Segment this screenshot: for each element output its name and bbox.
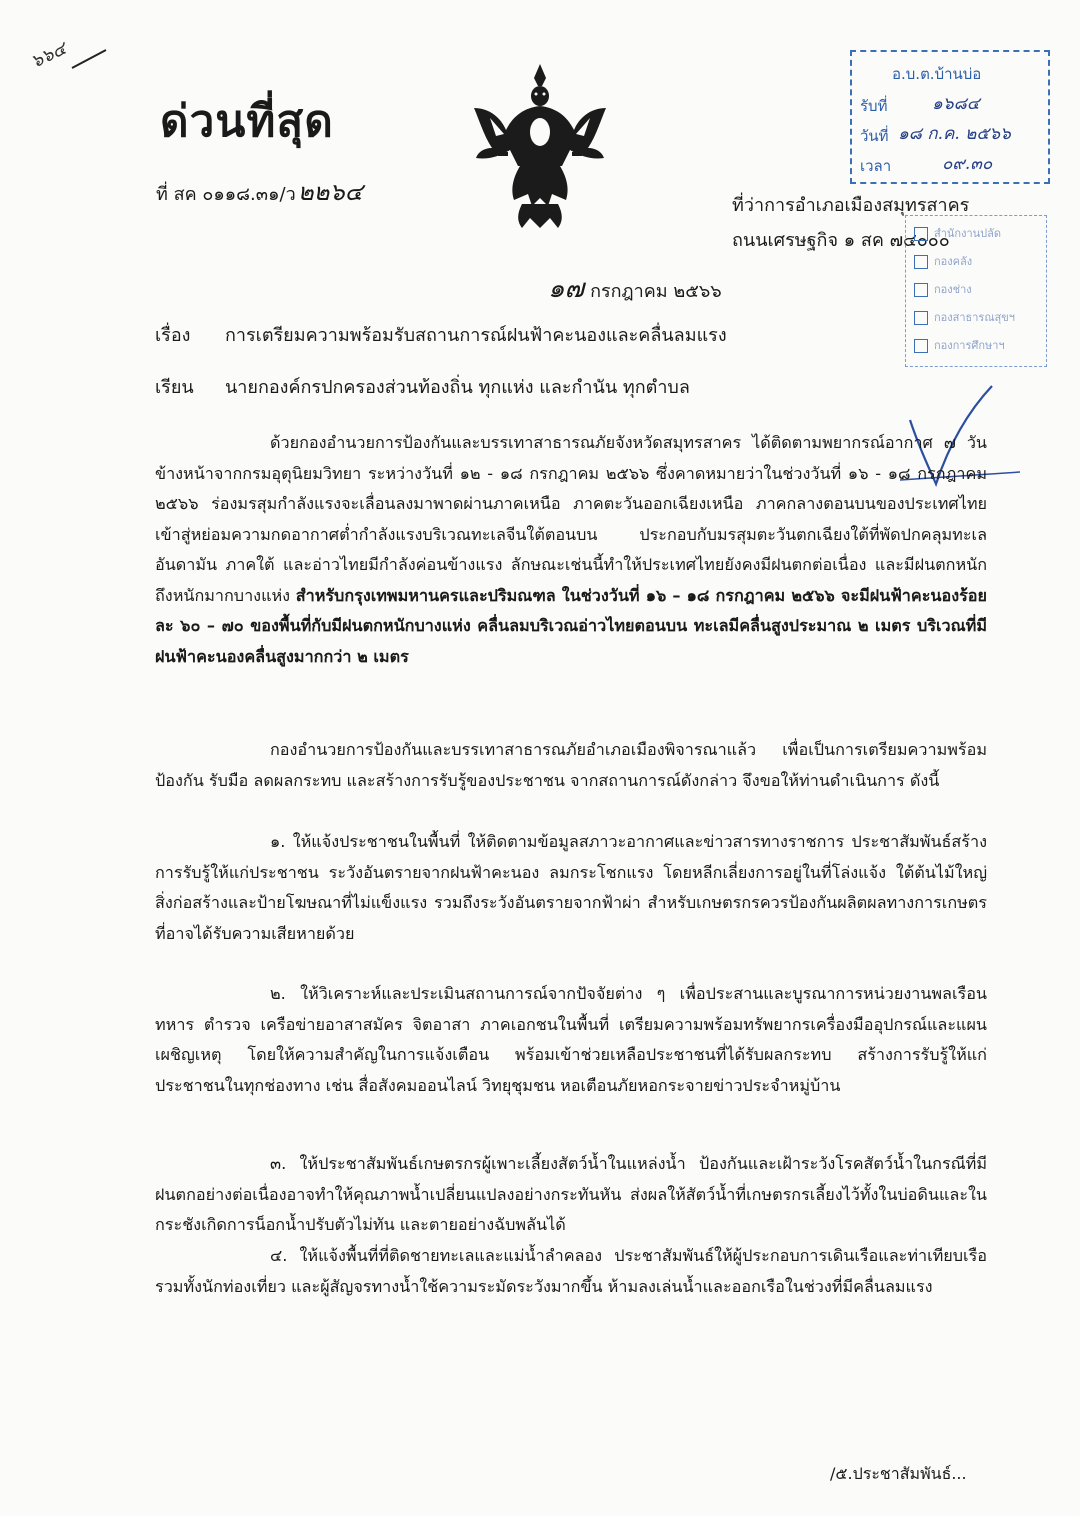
recipient-label: เรียน — [155, 377, 194, 398]
body-paragraph-2: กองอำนวยการป้องกันและบรรเทาสาธารณภัยอำเภอเมืองพิจารณาแล้ว เพื่อเป็นการเตรียมความพร้อม ป้องกัน รับมือ ลดผลกระทบ และสร้างการรับรู้ของประชาชน จากสถานการณ์ดังกล่าว จึงขอให้ท่านดำเนินการ ดังนี้ — [155, 740, 987, 790]
date-month-year: กรกฎาคม ๒๕๖๖ — [590, 281, 722, 302]
checkbox-icon — [914, 227, 928, 241]
stamp-received-value: ๑๖๘๔ — [932, 94, 980, 114]
body-item-2: ๒. ให้วิเคราะห์และประเมินสถานการณ์จากปัจจัยต่าง ๆ เพื่อประสานและบูรณาการหน่วยงานพลเรือน ทหาร ตำรวจ เครือข่ายอาสาสมัคร จิตอาสา ภาคเอกชนในพื้นที่ เตรียมความพร้อมทรัพยากรเครื่องมืออุปกรณ์และแผนเผชิญเหตุ โดยให้ความสำคัญในการแจ้งเตือน พร้อมเข้าช่วยเหลือประชาชนที่ได้รับผลกระทบ สร้างการรับรู้ให้แก่ประชาชนในทุกช่องทาง เช่น สื่อสังคมออนไลน์ วิทยุชุมชน หอเตือนภัยหอกระจายข่าวประจำหมู่บ้าน — [155, 984, 987, 1095]
stamp-date-value: ๑๘ ก.ค. ๒๕๖๖ — [898, 124, 1011, 144]
document-number — [156, 172, 363, 211]
handwritten-corner-mark — [27, 38, 110, 80]
routing-item: กองสาธารณสุขฯ — [914, 308, 1015, 326]
recipient-text: นายกองค์กรปกครองส่วนท้องถิ่น ทุกแห่ง และกำนัน ทุกตำบล — [225, 377, 690, 398]
routing-checkbox-box — [905, 215, 1047, 367]
document-number-prefix: ที่ สค ๐๑๑๘.๓๑/ว — [156, 184, 296, 205]
continuation-note: /๕.ประชาสัมพันธ์... — [830, 1464, 967, 1483]
body-item-3: ๓. ให้ประชาสัมพันธ์เกษตรกรผู้เพาะเลี้ยงสัตว์น้ำในแหล่งน้ำ ป้องกันและเฝ้าระวังโรคสัตว์น้ำในกรณีที่มีฝนตกอย่างต่อเนื่องอาจทำให้คุณภาพน้ำเปลี่ยนแปลงอย่างกระทันหัน ส่งผลให้สัตว์น้ำที่เกษตรกรเลี้ยงไว้ทั้งในบ่อดินและในกระชังเกิดการน็อกน้ำปรับตัวไม่ทัน และตายอย่างฉับพลันได้ — [155, 1154, 987, 1234]
office-address-line2: ถนนเศรษฐกิจ ๑ สค ๗๔๐๐๐ — [732, 230, 950, 251]
checkbox-icon — [914, 311, 928, 325]
stamp-time-value: ๐๙.๓๐ — [942, 154, 993, 174]
routing-item: สำนักงานปลัด — [914, 224, 1001, 242]
checkbox-icon — [914, 283, 928, 297]
subject-label: เรื่อง — [155, 325, 191, 346]
checkbox-icon — [914, 339, 928, 353]
garuda-emblem — [470, 56, 610, 236]
document-date — [548, 268, 722, 309]
body-paragraph-1 — [155, 428, 987, 672]
routing-item: กองการศึกษาฯ — [914, 336, 1005, 354]
checkbox-icon — [914, 255, 928, 269]
paragraph-1-text: ด้วยกองอำนวยการป้องกันและบรรเทาสาธารณภัยจังหวัดสมุทรสาคร ได้ติดตามพยากรณ์อากาศ ๗ วันข้างหน้าจากกรมอุตุนิยมวิทยา ระหว่างวันที่ ๑๒ - ๑๘ กรกฎาคม ๒๕๖๖ ซึ่งคาดหมายว่าในช่วงวันที่ ๑๖ - ๑๘ กรกฎาคม ๒๕๖๖ ร่องมรสุมกำลังแรงจะเลื่อนลงมาพาดผ่านภาคเหนือ ภาคตะวันออกเฉียงเหนือ ภาคกลางตอนบนของประเทศไทย เข้าสู่หย่อมความกดอากาศต่ำกำลังแรงบริเวณทะเลจีนใต้ตอนบน ประกอบกับมรสุมตะวันตกเฉียงใต้ที่พัดปกคลุมทะเลอันดามัน ภาคใต้ และอ่าวไทยมีกำลังค่อนข้างแรง ลักษณะเช่นนี้ทำให้ประเทศไทยยังคงมีฝนตกต่อเนื่อง และมีฝนตกหนักถึงหนักมากบางแห่ง — [155, 433, 987, 605]
receiving-stamp — [850, 50, 1050, 184]
stamp-time-label: เวลา — [860, 157, 892, 175]
routing-item: กองคลัง — [914, 252, 972, 270]
paragraph-1-bold-text: สำหรับกรุงเทพมหานครและปริมณฑล ในช่วงวันที่ ๑๖ – ๑๘ กรกฎาคม ๒๕๖๖ จะมีฝนฟ้าคะนองร้อยละ ๖๐ – ๗๐ ของพื้นที่กับมีฝนตกหนักบางแห่ง คลื่นลมบริเวณอ่าวไทยตอนบน ทะเลมีคลื่นสูงประมาณ ๒ เมตร บริเวณที่มีฝนฟ้าคะนองคลื่นสูงมากกว่า ๒ เมตร — [155, 585, 987, 666]
urgency-heading: ด่วนที่สุด — [160, 96, 334, 147]
stamp-date-label: วันที่ — [860, 127, 889, 145]
stamp-title: อ.บ.ต.บ้านบ่อ — [892, 65, 982, 83]
document-number-handwritten: ๒๒๖๔ — [297, 178, 363, 206]
corner-mark-text: ๖๖๔ — [27, 38, 70, 73]
routing-item: กองช่าง — [914, 280, 972, 298]
stamp-received-label: รับที่ — [860, 97, 888, 115]
subject-text: การเตรียมความพร้อมรับสถานการณ์ฝนฟ้าคะนองและคลื่นลมแรง — [225, 325, 727, 346]
body-item-4: ๔. ให้แจ้งพื้นที่ที่ติดชายทะเลและแม่น้ำลำคลอง ประชาสัมพันธ์ให้ผู้ประกอบการเดินเรือและท่าเทียบเรือ รวมทั้งนักท่องเที่ยว และผู้สัญจรทางน้ำใช้ความระมัดระวังมากขึ้น ห้ามลงเล่นน้ำและออกเรือในช่วงที่มีคลื่นลมแรง — [155, 1246, 987, 1296]
office-address-line1: ที่ว่าการอำเภอเมืองสมุทรสาคร — [732, 195, 970, 216]
body-item-1: ๑. ให้แจ้งประชาชนในพื้นที่ ให้ติดตามข้อมูลสภาวะอากาศและข่าวสารทางราชการ ประชาสัมพันธ์สร้างการรับรู้ให้แก่ประชาชน ระวังอันตรายจากฝนฟ้าคะนอง ลมกระโชกแรง โดยหลีกเลี่ยงการอยู่ในที่โล่งแจ้ง ใต้ต้นไม้ใหญ่ สิ่งก่อสร้างและป้ายโฆษณาที่ไม่แข็งแรง รวมถึงระวังอันตรายจากฟ้าผ่า สำหรับเกษตรกรควรป้องกันผลิตผลทางการเกษตรที่อาจได้รับความเสียหายด้วย — [155, 832, 987, 943]
date-day-handwritten: ๑๗ — [548, 274, 585, 304]
